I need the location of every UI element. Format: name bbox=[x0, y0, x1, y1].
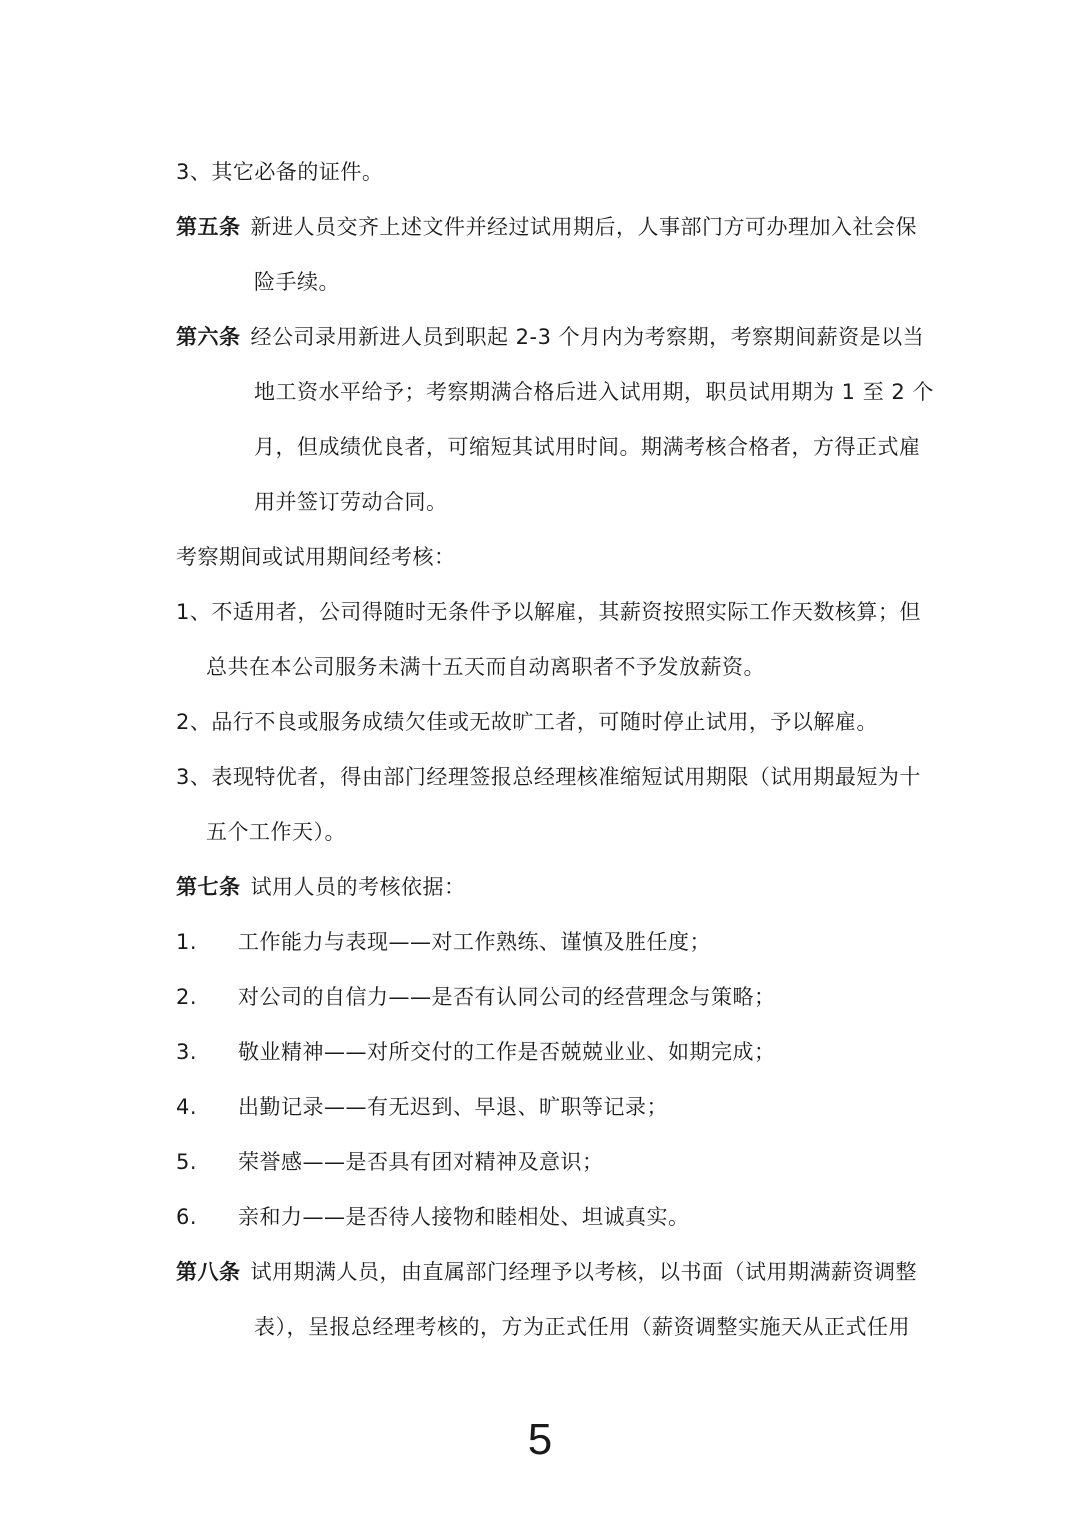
criteria-text: 对公司的自信力——是否有认同公司的经营理念与策略； bbox=[238, 985, 776, 1009]
review-item-1-line-1: 1、不适用者，公司得随时无条件予以解雇，其薪资按照实际工作天数核算；但 bbox=[176, 600, 921, 624]
criteria-text: 出勤记录——有无迟到、早退、旷职等记录； bbox=[238, 1095, 668, 1119]
criteria-number: 4. bbox=[176, 1095, 198, 1119]
review-intro: 考察期间或试用期间经考核： bbox=[176, 545, 456, 569]
criteria-number: 1. bbox=[176, 930, 198, 954]
criteria-number: 3. bbox=[176, 1040, 198, 1064]
article-6-line-3: 月，但成绩优良者，可缩短其试用时间。期满考核合格者，方得正式雇 bbox=[254, 435, 921, 459]
criteria-number: 2. bbox=[176, 985, 198, 1009]
criteria-text: 亲和力——是否待人接物和睦相处、坦诚真实。 bbox=[238, 1205, 690, 1229]
article-8-line-2: 表），呈报总经理考核的，方为正式任用（薪资调整实施天从正式任用 bbox=[254, 1315, 910, 1339]
criteria-item-4 bbox=[176, 1092, 668, 1122]
criteria-item-1 bbox=[176, 927, 711, 957]
article-8-label: 第八条 bbox=[176, 1260, 241, 1284]
article-5-line-2: 险手续。 bbox=[254, 270, 340, 294]
article-8-line-1 bbox=[176, 1257, 917, 1287]
article-6-label: 第六条 bbox=[176, 325, 241, 349]
criteria-item-2 bbox=[176, 982, 776, 1012]
criteria-text: 荣誉感——是否具有团对精神及意识； bbox=[238, 1150, 604, 1174]
page-number: 5 bbox=[527, 1415, 553, 1464]
review-item-1-line-2: 总共在本公司服务未满十五天而自动离职者不予发放薪资。 bbox=[206, 655, 765, 679]
article-5-label: 第五条 bbox=[176, 215, 241, 239]
article-6-line-1 bbox=[176, 322, 924, 352]
article-8-text-1: 试用期满人员，由直属部门经理予以考核，以书面（试用期满薪资调整 bbox=[250, 1260, 917, 1284]
item-3-certificates: 3、其它必备的证件。 bbox=[176, 160, 384, 184]
criteria-number: 5. bbox=[176, 1150, 198, 1174]
review-item-3-line-1: 3、表现特优者，得由部门经理签报总经理核准缩短试用期限（试用期最短为十 bbox=[176, 765, 921, 789]
article-7-line-1 bbox=[176, 872, 466, 902]
criteria-text: 敬业精神——对所交付的工作是否兢兢业业、如期完成； bbox=[238, 1040, 776, 1064]
criteria-item-5 bbox=[176, 1147, 604, 1177]
article-6-text-1: 经公司录用新进人员到职起 2-3 个月内为考察期，考察期间薪资是以当 bbox=[250, 325, 925, 349]
article-6-line-2: 地工资水平给予；考察期满合格后进入试用期，职员试用期为 1 至 2 个 bbox=[254, 380, 934, 404]
article-5-text-1: 新进人员交齐上述文件并经过试用期后，人事部门方可办理加入社会保 bbox=[250, 215, 917, 239]
article-5-line-1 bbox=[176, 212, 917, 242]
criteria-number: 6. bbox=[176, 1205, 198, 1229]
review-item-3-line-2: 五个工作天）。 bbox=[206, 820, 346, 844]
criteria-item-3 bbox=[176, 1037, 776, 1067]
criteria-item-6 bbox=[176, 1202, 690, 1232]
criteria-text: 工作能力与表现——对工作熟练、谨慎及胜任度； bbox=[238, 930, 711, 954]
review-item-2-line-1: 2、品行不良或服务成绩欠佳或无故旷工者，可随时停止试用，予以解雇。 bbox=[176, 710, 878, 734]
article-7-text: 试用人员的考核依据： bbox=[250, 875, 466, 899]
article-7-label: 第七条 bbox=[176, 875, 241, 899]
article-6-line-4: 用并签订劳动合同。 bbox=[254, 490, 448, 514]
